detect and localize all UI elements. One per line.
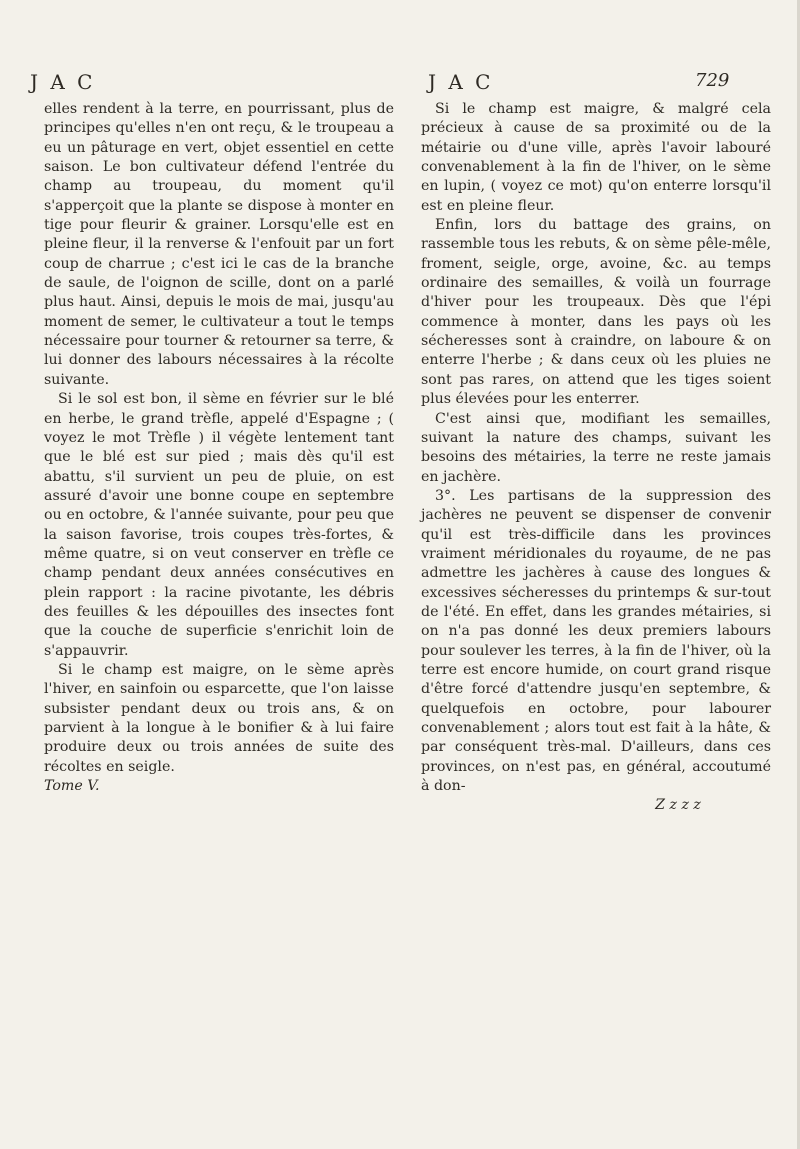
left-running-head: J A C — [30, 70, 96, 94]
signature-mark: Z z z z — [655, 797, 701, 814]
volume-footer: Tome V. — [44, 778, 100, 795]
left-column — [44, 100, 394, 796]
paragraph: Si le champ est maigre, on le sème après l'hiver, en sainfoin ou esparcette, que l'on laisse subsister pendant deux ou trois ans, & on parvient à la longue à le bonifier & à lui faire produire deux ou trois années de suite des récoltes en seigle. — [44, 661, 394, 775]
paragraph: elles rendent à la terre, en pourrissant, plus de principes qu'elles n'en ont reçu, & le troupeau a eu un pâturage en vert, objet essentiel en cette saison. Le bon cultivateur défend l'entrée du champ au troupeau, du moment qu'il s'apperçoit que la plante se dispose à monter en tige pour fleurir & grainer. Lorsqu'elle est en pleine fleur, il la renverse & l'enfouit par un fort coup de charrue ; c'est ici le cas de la branche de saule, de l'oignon de scille, dont on a parlé plus haut. Ainsi, depuis le mois de mai, jusqu'au moment de semer, le cultivateur a tout le temps nécessaire pour tourner & retourner sa terre, & lui donner des labours nécessaires à la récolte suivante. — [44, 101, 394, 388]
right-column — [421, 100, 771, 816]
paragraph: 3°. Les partisans de la suppression des jachères ne peuvent se dispenser de convenir qu'il est très-difficile dans les provinces vraiment méridionales du royaume, de ne pas admettre les jachères à cause des longues & excessives sécheresses du printemps & sur-tout de l'été. En effet, dans les grandes métairies, si on n'a pas donné les deux premiers labours pour soulever les terres, à la fin de l'hiver, où la terre est encore humide, on court grand risque d'être forcé d'attendre jusqu'en septembre, & quelquefois en octobre, pour labourer convenablement ; alors tout est fait à la hâte, & par conséquent très-mal. D'ailleurs, dans ces provinces, on n'est pas, en général, accoutumé à don- — [421, 487, 771, 795]
paragraph: C'est ainsi que, modifiant les semailles, suivant la nature des champs, suivant les besoins des métairies, la terre ne reste jamais en jachère. — [421, 410, 771, 485]
paragraph: Enfin, lors du battage des grains, on rassemble tous les rebuts, & on sème pêle-mêle, froment, seigle, orge, avoine, &c. au temps ordinaire des semailles, & voilà un fourrage d'hiver pour les troupeaux. Dès que l'épi commence à monter, dans les pays où les sécheresses sont à craindre, on laboure & on enterre l'herbe ; & dans ceux où les pluies ne sont pas rares, on attend que les tiges soient plus élevées pour les enterrer. — [421, 217, 771, 408]
page-number: 729 — [695, 70, 730, 91]
paragraph: Si le sol est bon, il sème en février sur le blé en herbe, le grand trèfle, appelé d'Espagne ; ( voyez le mot Trèfle ) il végète lentement tant que le blé est sur pied ; mais dès qu'il est abattu, s'il survient un peu de pluie, on est assuré d'avoir une bonne coupe en septembre ou en octobre, & l'année suivante, pour peu que la saison favorise, trois coupes très-fortes, & même quatre, si on veut conserver en trèfle ce champ pendant deux années consécutives en plein rapport : la racine pivotante, les débris des feuilles & les dépouilles des insectes font que la couche de superficie s'enrichit loin de s'appauvrir. — [44, 391, 394, 659]
right-running-head: J A C — [428, 70, 494, 94]
running-header — [0, 70, 800, 100]
paragraph: Si le champ est maigre, & malgré cela précieux à cause de sa proximité ou de la métairie ou d'une ville, après l'avoir labouré convenablement à la fin de l'hiver, on le sème en lupin, ( voyez ce mot) qu'on enterre lorsqu'il est en pleine fleur. — [421, 101, 771, 214]
